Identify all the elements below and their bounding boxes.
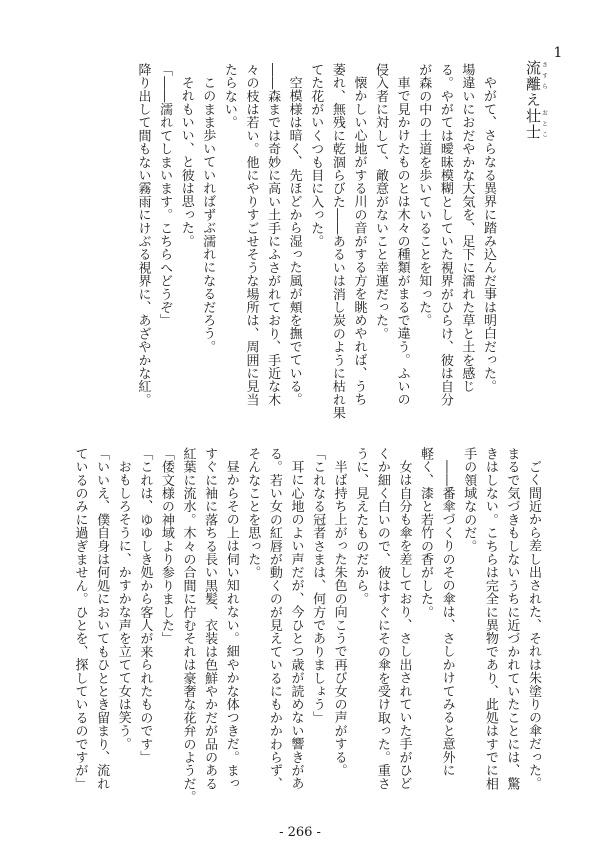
text-line: 手の領域なのだ。 bbox=[461, 447, 477, 553]
text-line: 軽く、漆と若竹の香がした。 bbox=[418, 447, 434, 619]
text-line: このまま歩いていればずぶ濡れになるだろう。 bbox=[200, 76, 216, 354]
text-line: てた花がいくつも目に入った。 bbox=[308, 63, 324, 248]
text-line: 々の枝は若い。他にやりすごせそうな場所は、周囲に見当 bbox=[243, 63, 259, 407]
text-line: 空模様は暗く、先ほどから湿った風が頬を撫でている。 bbox=[286, 76, 302, 406]
text-line: ――森までは奇妙に高い土手にふさがれており、手近な木 bbox=[265, 63, 281, 407]
text-line: が森の中の土道を歩いていることを知った。 bbox=[416, 63, 432, 327]
text-line: 女は自分も傘を差しており、さし出されていた手がひど bbox=[396, 460, 412, 790]
title-ruby-group bbox=[524, 108, 548, 140]
title-ruby-group bbox=[524, 60, 548, 92]
text-line: それもいい、と彼は思った。 bbox=[178, 76, 194, 248]
text-line: おもしろそうに、かすかな声を立てて女は笑う。 bbox=[115, 460, 131, 751]
title-base-text: 流離 bbox=[524, 60, 542, 92]
text-line: 耳に心地のよい声だが、今ひとつ歳が読めない響きがあ bbox=[288, 460, 304, 790]
text-line: る。若い女の紅唇が動くのが見えているにもかかわらず、 bbox=[266, 447, 282, 791]
text-line: 「――濡れてしまいます。こちらへどうぞ」 bbox=[157, 63, 173, 327]
bottom-text-block bbox=[69, 447, 544, 807]
text-line: きはしない。こちらは完全に異物であり、此処はすでに相 bbox=[482, 447, 498, 791]
chapter-heading bbox=[522, 46, 569, 140]
text-line: まるで気づきもしないうちに近づかれていたことには、驚 bbox=[504, 447, 520, 791]
text-line: たらない。 bbox=[221, 63, 237, 129]
text-line: 紅葉に流水。木々の合間に佇むそれは豪奢な花弁のようだ。 bbox=[180, 447, 196, 804]
text-line: 「これなる冠者さまは、何方でありましょう」 bbox=[310, 447, 326, 725]
text-line: 萎れ、無残に乾涸らびた――あるいは消し炭のように枯れ果 bbox=[329, 63, 345, 420]
text-line: 半ば持ち上がった朱色の向こうで再び女の声がする。 bbox=[331, 460, 347, 777]
text-line: ――番傘づくりのその傘は、さしかけてみると意外に bbox=[439, 460, 455, 777]
text-line: 侵入者に対して、敵意がないこと幸運だった。 bbox=[373, 63, 389, 341]
title-base-text: 壮士 bbox=[524, 108, 542, 140]
top-text-block bbox=[132, 63, 499, 420]
text-line: すぐに袖に落ちる長い黒髪、衣装は色鮮やかだが品のある bbox=[202, 447, 218, 791]
title-ruby-text: おとこ bbox=[540, 108, 548, 140]
text-line: ているのみに過ぎません。ひとを、探しているのですが」 bbox=[72, 447, 88, 791]
text-line: 場違いにおだやかな大気を、足下に濡れた草と土を感じ bbox=[459, 63, 475, 393]
text-line: 車で見かけたものとは木々の種類がまるで違う。ふいの bbox=[394, 76, 410, 406]
text-line: 「これは、ゆゆしき処から客人が来られたものです」 bbox=[137, 447, 153, 764]
text-line: る。やがては曖昧模糊としていた視界がひらけ、彼は自分 bbox=[437, 63, 453, 407]
text-line: 「倭文様の神域より参りました」 bbox=[158, 447, 174, 645]
title-ruby-text: さすら bbox=[540, 60, 548, 92]
text-line: 昼からその上は伺い知れない。細やかな体つきだ。まっ bbox=[223, 460, 239, 790]
text-line: うに、見えたものだから。 bbox=[353, 447, 369, 606]
text-line: やがて、さらなる異界に踏み込んだ事は明白だった。 bbox=[481, 76, 496, 393]
text-line: 懐かしい心地がする川の音がする方を眺めやれば、うち bbox=[351, 76, 367, 406]
chapter-number: 1 bbox=[553, 46, 563, 60]
chapter-title bbox=[522, 60, 547, 140]
title-base-text: え bbox=[524, 92, 542, 108]
page-number: - 266 - bbox=[279, 825, 321, 840]
text-line: そんなことを思った。 bbox=[245, 447, 261, 579]
text-line: くか細く白いので、彼はすぐにその傘を受け取った。重さ bbox=[374, 447, 390, 791]
text-line: 「いいえ、僕自身は何処においてもひととき留まり、流れ bbox=[94, 447, 110, 791]
text-line: 降り出して間もない霧雨にけぶる視界に、あざやかな紅。 bbox=[135, 63, 151, 407]
text-line: ごく間近から差し出された、それは朱塗りの傘だった。 bbox=[526, 460, 541, 790]
